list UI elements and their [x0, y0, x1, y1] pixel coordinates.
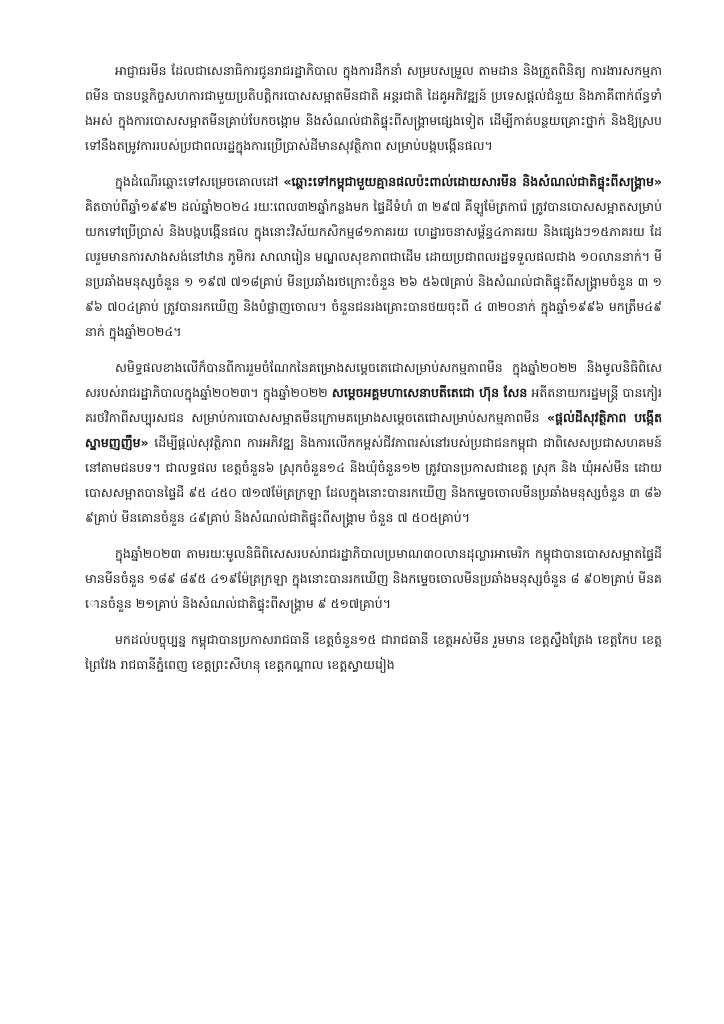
paragraph-text: គិតចាប់ពីឆ្នាំ១៩៩២ ដល់ឆ្នាំ២០២៤ រយៈពេល៣២ឆ្នាំកន្លងមក ផ្ទៃដីទំហំ ៣ ២៩៧ គីឡូម៉ែត្រការ៉េ ត្រូវបានបោសសម្អាតសម្រាប់យកទៅប្រើប្រាស់ និងបង្កបង្កើនផល ក្នុងនោះវិស័យកសិកម្ម៨១ភាគរយ ហេដ្ឋារចនាសម្ព័ន្ធ៤ភាគរយ និងផ្សេងៗ១៥ភាគរយ ដែលរួមមានការសាងសង់នៅឋាន ភូមិករ សាលារៀន មណ្ឌលសុខភាពជាដើម ដោយប្រជាពលរដ្ឋទទួលផលជាង ១០លាននាក់។ មីនប្រឆាំងមនុស្សចំនួន ១ ១៩៧ ៧១៨គ្រាប់ មីនប្រឆាំងរថក្រោះចំនួន ២៦ ៥៦៧គ្រាប់ និងសំណល់ជាតិផ្ទុះពីសង្គ្រាមចំនួន ៣ ១៩៦ ៧០៤គ្រាប់ ត្រូវបានរកឃើញ និងបំផ្លាញចោល។ ចំនួនជនរងគ្រោះបានថយចុះពី ៤ ៣២០នាក់ ក្នុងឆ្នាំ១៩៩៦ មកត្រឹម៤៩នាក់ ក្នុងឆ្នាំ២០២៤។ — [85, 199, 662, 339]
paragraph-2 — [85, 169, 662, 344]
paragraph-text: ដើម្បីផ្តល់សុវត្ថិភាព ការអភិវឌ្ឍ និងការលើកកម្ពស់ជីវភាពរស់នៅរបស់ប្រជាជនកម្ពុជា ជាពិសេសប្រជាសហគមន៍នៅតាមជនបទ។ ជាលទ្ធផល ខេត្តចំនួន៦ ស្រុកចំនួន១៤ និងឃុំចំនួន១២ ត្រូវបានប្រកាសជាខេត្ត ស្រុក និង ឃុំអស់មីន ដោយបោសសម្អាតបានផ្ទៃដី ៩៥ ៤៥០ ៧១៧ម៉ែត្រក្រឡា ដែលក្នុងនោះបានរកឃើញ និងកម្ទេចចោលមីនប្រឆាំងមនុស្សចំនួន ៣ ៨៦៩គ្រាប់ មីនគោនចំនួន ៤៩គ្រាប់ និងសំណល់ជាតិផ្ទុះពីសង្គ្រាម ចំនួន ៧ ៥០៥គ្រាប់។ — [85, 435, 662, 525]
bold-slogan: «ឆ្ពោះទៅកម្ពុជាមួយគ្មានផលប៉ះពាល់ដោយសារមីន និងសំណល់ជាតិផ្ទុះពីសង្គ្រាម» — [283, 174, 662, 189]
paragraph-text: អតីតនាយករដ្ឋមន្ត្រី បានកៀរគរថវិកាពីសប្បុរសជន សម្រាប់ការបោសសម្អាតមីនក្រោមគម្រោងសម្តេចតេជោសម្រាប់សកម្មភាពមីន — [85, 385, 662, 425]
paragraph-text: មកដល់បច្ចុប្បន្ន កម្ពុជាបានប្រកាសរាជធានី ខេត្តចំនួន១៥ ជារាជធានី ខេត្តអស់មីន រួមមាន ខេត្តស្ទឹងត្រែង ខេត្តកែប ខេត្តព្រៃវែង រាជធានីភ្នំពេញ ខេត្តព្រះសីហនុ ខេត្តកណ្តាល ខេត្តស្វាយរៀង — [85, 632, 662, 672]
paragraph-4 — [85, 541, 662, 616]
paragraph-1 — [85, 58, 662, 158]
paragraph-text: ក្នុងដំណើរឆ្ពោះទៅសម្រេចគោលដៅ — [115, 174, 284, 189]
bold-name: សម្តេចអគ្គមហាសេនាបតីតេជោ ហ៊ុន សែន — [331, 385, 528, 400]
paragraph-text: ក្នុងឆ្នាំ២០២៣ តាមរយៈមូលនិធិពិសេសរបស់រាជរដ្ឋាភិបាលប្រមាណ៣០លានដុល្លារអាមេរិក កម្ពុជាបានបោសសម្អាតផ្ទៃដីមានមីនចំនួន ១៨៩ ៨៩៥ ៤១៩ម៉ែត្រក្រឡា ក្នុងនោះបានរកឃើញ និងកម្ទេចចោលមីនប្រឆាំងមនុស្សចំនួន ៨ ៩០២គ្រាប់ មីនគោនចំនួន ២១គ្រាប់ និងសំណល់ជាតិផ្ទុះពីសង្គ្រាម ៩ ៥១៧គ្រាប់។ — [85, 546, 662, 611]
paragraph-3 — [85, 355, 662, 530]
paragraph-text: អាជ្ញាធរមីន ដែលជាសេនាធិការជូនរាជរដ្ឋាភិបាល ក្នុងការដឹកនាំ សម្របសម្រួល តាមដាន និងត្រួតពិនិត្យ ការងារសកម្មភាពមីន បានបន្តកិច្ចសហការជាមួយប្រតិបត្តិករបោសសម្អាតមីនជាតិ អន្តរជាតិ ដៃគូអភិវឌ្ឍន៍ ប្រទេសផ្តល់ជំនួយ និងភាគីពាក់ព័ន្ធទាំងអស់ ក្នុងការបោសសម្អាតមីនគ្រាប់បែកចង្កោម និងសំណល់ជាតិផ្ទុះពីសង្គ្រាមផ្សេងទៀត ដើម្បីកាត់បន្ថយគ្រោះថ្នាក់ និងឱ្យស្របទៅនឹងតម្រូវការរបស់ប្រជាពលរដ្ឋក្នុងការប្រើប្រាស់ដីមានសុវត្ថិភាព សម្រាប់បង្កបង្កើនផល។ — [85, 63, 662, 153]
paragraph-text: សមិទ្ធផលខាងលើក៏បានពីការរួមចំណែកនៃគម្រោងសម្តេចតេជោសម្រាប់សកម្មភាពមីន ក្នុងឆ្នាំ២០២២ និងមូលនិធិពិសេសរបស់រាជរដ្ឋាភិបាលក្នុងឆ្នាំ២០២៣។ ក្នុងឆ្នាំ២០២២ — [85, 360, 662, 400]
bold-slogan: «ផ្តល់ដីសុវត្ថិភាព បង្កើតស្នាមញញឹម» — [85, 410, 662, 450]
paragraph-5 — [85, 627, 662, 677]
